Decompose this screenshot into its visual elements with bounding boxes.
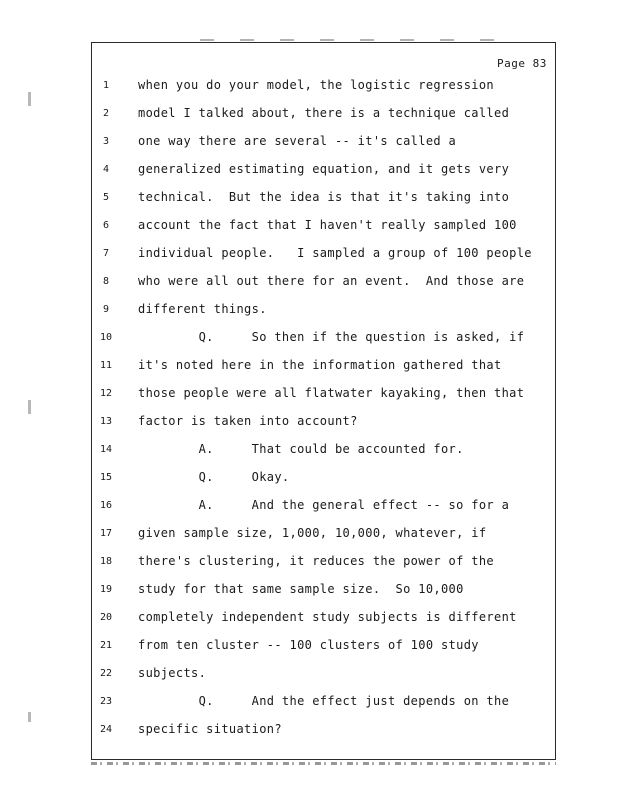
line-number: 20	[99, 612, 113, 623]
line-text: completely independent study subjects is different	[138, 610, 517, 624]
line-text: individual people. I sampled a group of 100 people	[138, 246, 532, 260]
transcript-line	[0, 666, 618, 686]
line-number: 15	[99, 472, 113, 483]
transcript-line	[0, 470, 618, 490]
transcript-line	[0, 358, 618, 378]
line-number: 11	[99, 360, 113, 371]
line-number: 17	[99, 528, 113, 539]
line-text: study for that same sample size. So 10,000	[138, 582, 464, 596]
transcript-line	[0, 302, 618, 322]
line-number: 2	[102, 108, 110, 119]
line-text: generalized estimating equation, and it gets very	[138, 162, 510, 176]
transcript-line	[0, 190, 618, 210]
transcript-line	[0, 554, 618, 574]
line-text: those people were all flatwater kayaking, then that	[138, 386, 525, 400]
line-number: 10	[99, 332, 113, 343]
page-number: Page 83	[497, 57, 547, 70]
line-text: subjects.	[138, 666, 207, 680]
transcript-line	[0, 218, 618, 238]
transcript-line	[0, 162, 618, 182]
transcript-line	[0, 498, 618, 518]
transcript-line	[0, 638, 618, 658]
transcript-line	[0, 694, 618, 714]
line-number: 5	[102, 192, 110, 203]
line-number: 8	[102, 276, 110, 287]
line-text: given sample size, 1,000, 10,000, whatever, if	[138, 526, 487, 540]
line-text: one way there are several -- it's called a	[138, 134, 457, 148]
line-number: 9	[102, 304, 110, 315]
line-number: 3	[102, 136, 110, 147]
line-text: account the fact that I haven't really sampled 100	[138, 218, 517, 232]
line-number: 7	[102, 248, 110, 259]
line-text: Q. So then if the question is asked, if	[138, 330, 525, 344]
line-number: 16	[99, 500, 113, 511]
line-text: factor is taken into account?	[138, 414, 358, 428]
line-text: Q. Okay.	[138, 470, 290, 484]
line-text: model I talked about, there is a technique called	[138, 106, 510, 120]
scan-artifact-bottom	[91, 762, 556, 765]
line-text: technical. But the idea is that it's taking into	[138, 190, 510, 204]
transcript-line	[0, 582, 618, 602]
line-text: different things.	[138, 302, 267, 316]
line-number: 6	[102, 220, 110, 231]
transcript-line	[0, 246, 618, 266]
line-number: 19	[99, 584, 113, 595]
line-number: 13	[99, 416, 113, 427]
line-text: who were all out there for an event. And those are	[138, 274, 525, 288]
transcript-line	[0, 134, 618, 154]
transcript-line	[0, 274, 618, 294]
line-text: A. And the general effect -- so for a	[138, 498, 510, 512]
line-number: 1	[102, 80, 110, 91]
line-text: there's clustering, it reduces the power of the	[138, 554, 495, 568]
transcript-line	[0, 610, 618, 630]
line-number: 23	[99, 696, 113, 707]
transcript-line	[0, 330, 618, 350]
line-text: from ten cluster -- 100 clusters of 100 study	[138, 638, 479, 652]
transcript-line	[0, 442, 618, 462]
line-text: it's noted here in the information gathered that	[138, 358, 502, 372]
line-text: A. That could be accounted for.	[138, 442, 464, 456]
line-text: when you do your model, the logistic regression	[138, 78, 495, 92]
line-number: 14	[99, 444, 113, 455]
line-number: 18	[99, 556, 113, 567]
line-number: 24	[99, 724, 113, 735]
line-text: specific situation?	[138, 722, 282, 736]
line-number: 12	[99, 388, 113, 399]
transcript-line	[0, 722, 618, 742]
line-text: Q. And the effect just depends on the	[138, 694, 510, 708]
transcript-line	[0, 78, 618, 98]
transcript-line	[0, 414, 618, 434]
scan-artifact-top	[200, 39, 520, 41]
line-number: 22	[99, 668, 113, 679]
transcript-line	[0, 106, 618, 126]
line-number: 4	[102, 164, 110, 175]
line-number: 21	[99, 640, 113, 651]
transcript-line	[0, 386, 618, 406]
transcript-line	[0, 526, 618, 546]
